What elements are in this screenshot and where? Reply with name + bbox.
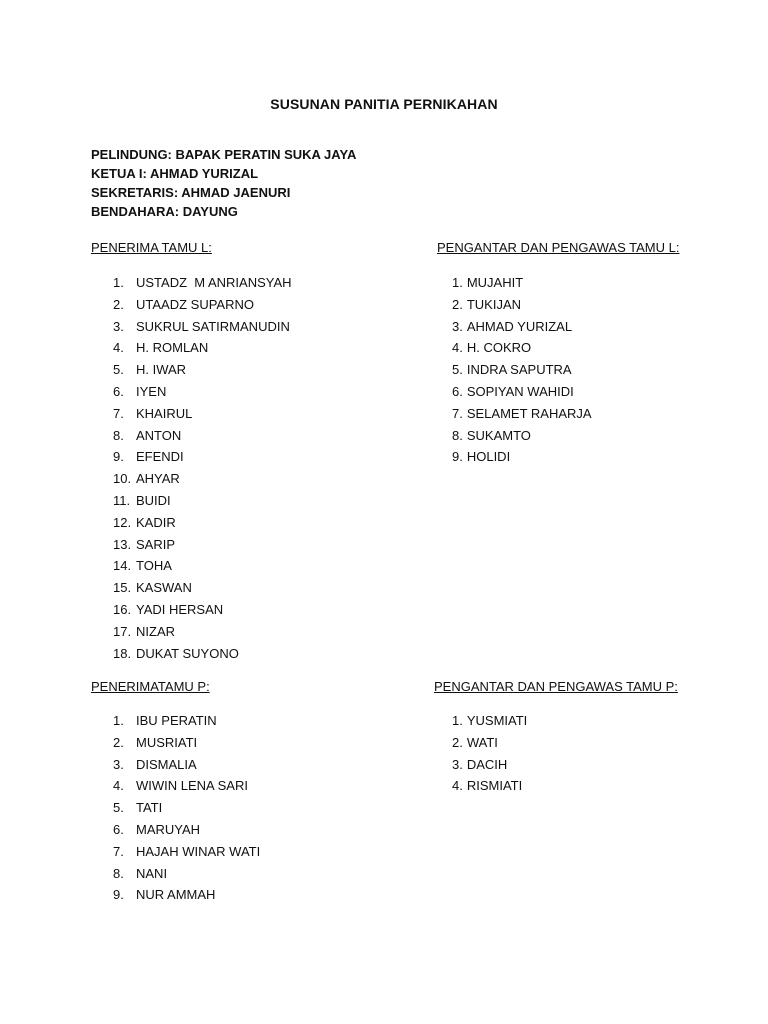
list-item-number: 2.: [452, 734, 463, 750]
list-item: [452, 337, 592, 359]
list-item-number: 9.: [452, 449, 463, 465]
list-item-name: MUJAHIT: [466, 275, 524, 290]
list-item-number: 7.: [452, 405, 463, 421]
list-item: [113, 403, 292, 425]
list-item-name: SUKRUL SATIRMANUDIN: [136, 318, 290, 334]
list-item-name: IYEN: [136, 383, 167, 399]
list-item-name: DUKAT SUYONO: [136, 645, 239, 661]
list-item: [113, 512, 292, 534]
list-item-name: ANTON: [136, 427, 182, 443]
list-item-name: TUKIJAN: [466, 296, 522, 312]
list-item: [452, 403, 592, 425]
list-item: [113, 381, 292, 403]
officers-block: [91, 145, 356, 221]
list-item-number: 3.: [452, 756, 463, 772]
list-item-number: 1.: [113, 275, 124, 290]
officer-protector: PELINDUNG: BAPAK PERATIN SUKA JAYA: [91, 147, 357, 162]
list-item-name: NIZAR: [136, 623, 175, 639]
heading-penerima-tamu-p: PENERIMATAMU P:: [91, 679, 210, 694]
list-item: [452, 425, 592, 447]
list-item: [113, 643, 292, 665]
list-item-number: 4.: [452, 340, 463, 356]
list-penerima-tamu-l: [113, 272, 292, 664]
list-item-name: KASWAN: [136, 580, 192, 596]
list-item-name: TATI: [136, 800, 163, 816]
list-item-number: 6.: [113, 383, 124, 399]
list-item-name: USTADZ M ANRIANSYAH: [136, 275, 292, 290]
list-item: [113, 797, 260, 819]
list-item-name: NANI: [136, 865, 168, 881]
list-item-name: H. COKRO: [466, 340, 532, 356]
list-item-number: 7.: [113, 405, 124, 421]
list-item: [452, 272, 592, 294]
list-item: [113, 337, 292, 359]
list-item-number: 1.: [452, 275, 463, 290]
list-pengantar-tamu-p: [452, 710, 527, 797]
list-item: [113, 754, 260, 776]
list-item-name: IBU PERATIN: [136, 713, 217, 728]
list-item-number: 5.: [452, 362, 463, 378]
list-item: [452, 294, 592, 316]
heading-pengantar-tamu-l: PENGANTAR DAN PENGAWAS TAMU L:: [437, 240, 680, 255]
list-item-name: MARUYAH: [136, 821, 201, 837]
list-item-number: 2.: [452, 296, 463, 312]
list-item: [113, 425, 292, 447]
list-item-name: DISMALIA: [136, 756, 197, 772]
list-item-number: 5.: [113, 800, 124, 816]
list-item-name: UTAADZ SUPARNO: [136, 296, 254, 312]
list-item-number: 6.: [452, 383, 463, 399]
list-item: [113, 490, 292, 512]
list-item-number: 2.: [113, 734, 124, 750]
list-item: [113, 710, 260, 732]
list-item: [452, 446, 592, 468]
list-item-name: HAJAH WINAR WATI: [136, 843, 261, 859]
list-item-name: AHYAR: [136, 471, 180, 487]
list-item: [113, 884, 260, 906]
list-item: [113, 316, 292, 338]
list-item-name: BUIDI: [136, 492, 171, 508]
list-item-number: 15.: [113, 580, 132, 596]
list-item-number: 3.: [113, 756, 124, 772]
list-penerima-tamu-p: [113, 710, 260, 906]
list-item-name: KADIR: [136, 514, 176, 530]
list-item: [452, 359, 592, 381]
list-item-name: SUKAMTO: [466, 427, 531, 443]
list-item-name: SOPIYAN WAHIDI: [466, 383, 574, 399]
list-item-number: 4.: [113, 340, 124, 356]
list-item-name: AHMAD YURIZAL: [466, 318, 573, 334]
list-item-number: 8.: [452, 427, 463, 443]
list-item-name: INDRA SAPUTRA: [466, 362, 572, 378]
list-pengantar-tamu-l: [452, 272, 592, 468]
list-item-name: KHAIRUL: [136, 405, 193, 421]
list-item-name: H. ROMLAN: [136, 340, 209, 356]
list-item-name: YUSMIATI: [466, 713, 528, 728]
list-item-number: 5.: [113, 362, 124, 378]
list-item-number: 17.: [113, 623, 132, 639]
list-item: [452, 732, 527, 754]
list-item: [452, 381, 592, 403]
list-item-number: 4.: [113, 778, 124, 794]
list-item: [113, 534, 292, 556]
heading-penerima-tamu-l: PENERIMA TAMU L:: [91, 240, 212, 255]
list-item-number: 7.: [113, 843, 124, 859]
list-item: [113, 863, 260, 885]
list-item: [113, 468, 292, 490]
list-item: [452, 754, 527, 776]
list-item: [113, 446, 292, 468]
list-item-name: NUR AMMAH: [136, 887, 216, 903]
document-title: SUSUNAN PANITIA PERNIKAHAN: [270, 96, 498, 112]
list-item-name: EFENDI: [136, 449, 184, 465]
officer-treasurer: BENDAHARA: DAYUNG: [91, 204, 238, 219]
list-item: [113, 555, 292, 577]
list-item-number: 4.: [452, 778, 463, 794]
list-item: [113, 599, 292, 621]
list-item-name: DACIH: [466, 756, 508, 772]
list-item: [113, 732, 260, 754]
list-item-number: 8.: [113, 427, 124, 443]
list-item-number: 6.: [113, 821, 124, 837]
list-item-name: HOLIDI: [466, 449, 511, 465]
list-item: [113, 359, 292, 381]
list-item-number: 18.: [113, 645, 132, 661]
list-item-number: 1.: [452, 713, 463, 728]
list-item: [452, 710, 527, 732]
list-item-number: 12.: [113, 514, 132, 530]
list-item-number: 13.: [113, 536, 132, 552]
list-item-number: 9.: [113, 449, 124, 465]
list-item: [113, 819, 260, 841]
list-item-name: RISMIATI: [466, 778, 523, 794]
list-item-number: 9.: [113, 887, 124, 903]
list-item: [113, 272, 292, 294]
list-item-number: 11.: [113, 492, 131, 508]
list-item-number: 16.: [113, 601, 132, 617]
officer-secretary: SEKRETARIS: AHMAD JAENURI: [91, 185, 291, 200]
officer-chair: KETUA I: AHMAD YURIZAL: [91, 166, 259, 181]
list-item-number: 2.: [113, 296, 124, 312]
list-item-number: 10.: [113, 471, 132, 487]
list-item-name: H. IWAR: [136, 362, 187, 378]
list-item: [113, 577, 292, 599]
list-item: [452, 316, 592, 338]
list-item-name: WATI: [466, 734, 498, 750]
list-item: [113, 841, 260, 863]
list-item: [113, 294, 292, 316]
list-item-name: SARIP: [136, 536, 176, 552]
list-item-name: TOHA: [136, 558, 172, 574]
list-item-name: YADI HERSAN: [136, 601, 224, 617]
list-item: [113, 775, 260, 797]
list-item: [113, 621, 292, 643]
list-item-number: 14.: [113, 558, 132, 574]
list-item-number: 8.: [113, 865, 124, 881]
list-item: [452, 775, 527, 797]
heading-pengantar-tamu-p: PENGANTAR DAN PENGAWAS TAMU P:: [434, 679, 678, 694]
list-item-number: 1.: [113, 713, 124, 728]
list-item-name: WIWIN LENA SARI: [136, 778, 248, 794]
list-item-name: SELAMET RAHARJA: [466, 405, 592, 421]
list-item-number: 3.: [452, 318, 463, 334]
list-item-number: 3.: [113, 318, 124, 334]
list-item-name: MUSRIATI: [136, 734, 198, 750]
